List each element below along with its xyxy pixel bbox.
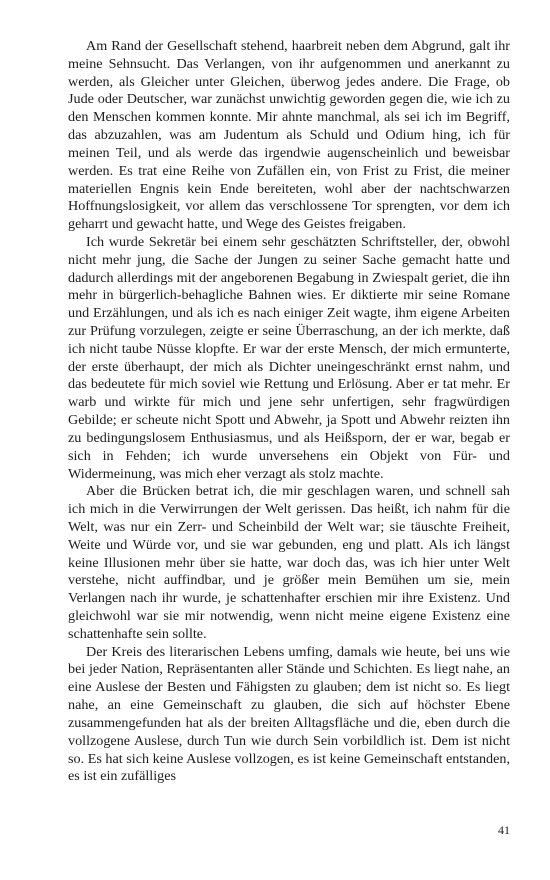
paragraph-2: Ich wurde Sekretär bei einem sehr geschätzten Schriftsteller, der, obwohl nicht mehr jung, die Sache der Jungen zu seiner Sache gemacht hatte und dadurch allerdings mit der angeborenen Begabung in Zwiespalt geriet, die ihn mehr in bürgerlich-behagliche Bahnen wies. Er diktierte mir seine Romane und Erzählungen, und als ich es nach einiger Zeit wagte, ihm eigene Arbeiten zur Prüfung vorzulegen, zeigte er seine Überraschung, an der ich merkte, daß ich nicht taube Nüsse klopfte. Er war der erste Mensch, der mich ermunterte, der erste überhaupt, der mich als Dichter uneingeschränkt ernst nahm, und das bedeutete für mich soviel wie Rettung und Erlösung. Aber er tat mehr. Er warb und wirkte für mich und jene sehr unfertigen, sehr fragwürdigen Gebilde; er scheute nicht Spott und Abwehr, ja Spott und Abwehr reizten ihn zu bedingungslosem Enthusiasmus, und als Heißsporn, der er war, begab er sich in Fehden; ich wurde unversehens ein Objekt von Für- und Widermeinung, was mich eher verzagt als stolz machte.: [68, 233, 510, 482]
paragraph-4: Der Kreis des literarischen Lebens umfing, damals wie heute, bei uns wie bei jeder Nation, Repräsentanten aller Stände und Schichten. Es liegt nahe, an eine Auslese der Besten und Fähigsten zu glauben; dem ist nicht so. Es liegt nahe, an eine Gemeinschaft zu glauben, die sich auf höchster Ebene zusammengefunden hat als der breiten Alltagsfläche und die, eben durch die vollzogene Auslese, durch Tun wie durch Sein vorbildlich ist. Dem ist nicht so. Es hat sich keine Auslese vollzogen, es ist keine Gemeinschaft entstanden, es ist ein zufälliges: [68, 643, 510, 785]
page-number: 41: [498, 823, 510, 837]
paragraph-3: Aber die Brücken betrat ich, die mir geschlagen waren, und schnell sah ich mich in die Verwirrungen der Welt gerissen. Das heißt, ich nahm für die Welt, was nur ein Zerr- und Scheinbild der Welt war; sie täuschte Freiheit, Weite und Würde vor, und sie war gebunden, eng und platt. Als ich längst keine Illusionen mehr über sie hatte, war doch das, was ich hier unter Welt verstehe, nicht auffindbar, und je größer mein Bemühen um sie, mein Verlangen nach ihr wurde, je schattenhafter erschien mir ihre Existenz. Und gleichwohl war sie mir notwendig, wenn nicht meine eigene Existenz eine schattenhafte sein sollte.: [68, 483, 510, 642]
body-text: [68, 38, 510, 786]
paragraph-1: Am Rand der Gesellschaft stehend, haarbreit neben dem Abgrund, galt ihr meine Sehnsucht. Das Verlangen, von ihr aufgenommen und anerkannt zu werden, als Gleicher unter Gleichen, überwog jedes andere. Die Frage, ob Jude oder Deutscher, war zunächst unwichtig geworden gegen die, wie ich zu den Menschen kommen konnte. Mir ahnte manchmal, als sei ich im Begriff, das abzuzahlen, was am Judentum als Schuld und Odium hing, ich für meinen Teil, und als werde das irgendwie augenscheinlich und beweisbar werden. Es trat eine Reihe von Zufällen ein, von Frist zu Frist, die meiner materiellen Engnis kein Ende bereiteten, wohl aber der nachtschwarzen Hoffnungslosigkeit, vor allem das verschlossene Tor sprengten, vor dem ich geharrt und gewacht hatte, und Wege des Geistes freigaben.: [68, 38, 510, 233]
